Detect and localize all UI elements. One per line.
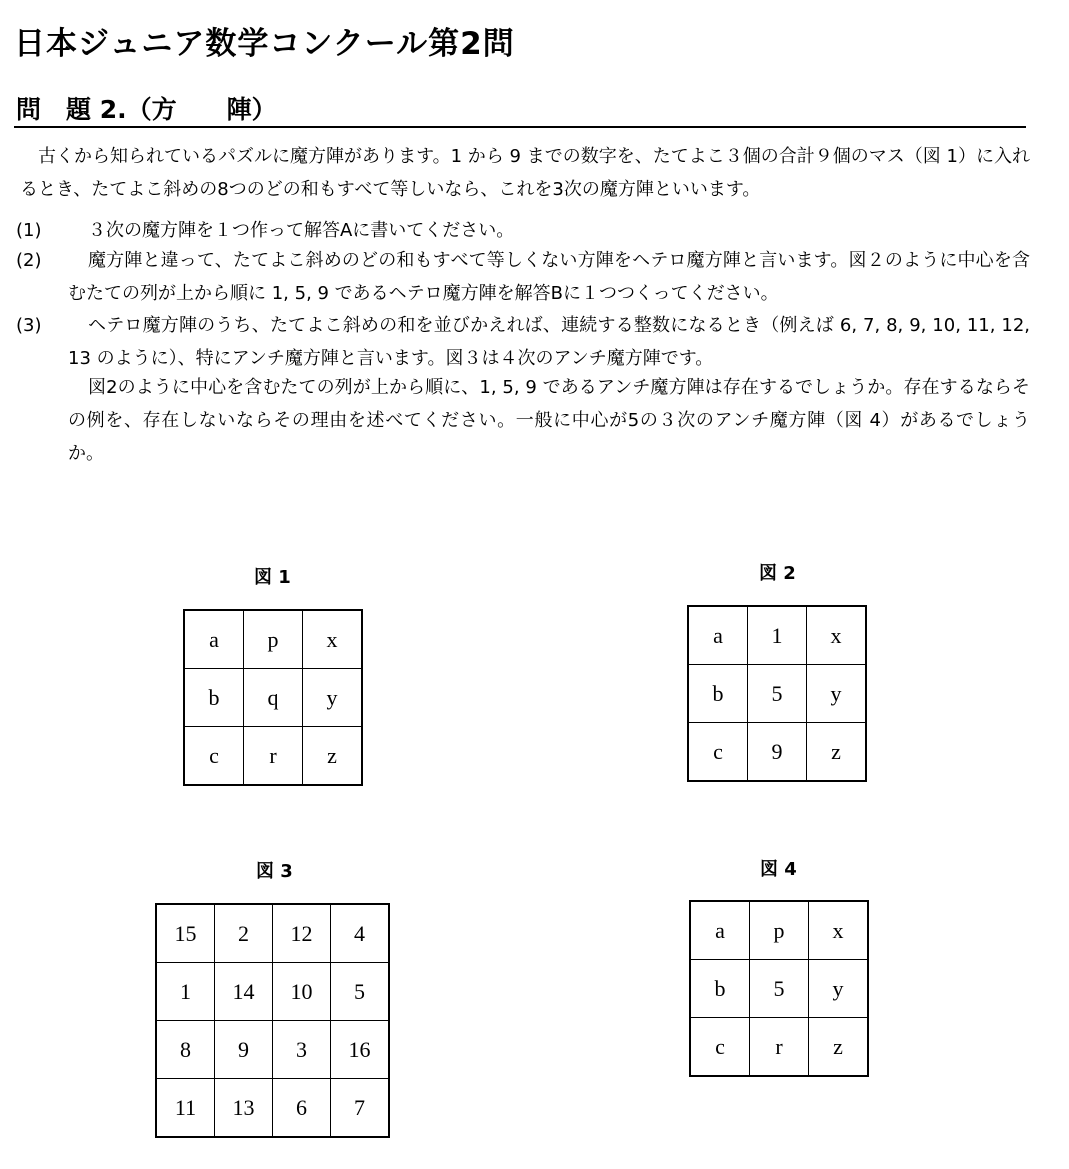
figure-3-grid: [155, 903, 390, 1138]
grid-cell: 11: [156, 1079, 215, 1138]
grid-cell: r: [244, 727, 303, 786]
item-3-text: ヘテロ魔方陣のうち、たてよこ斜めの和を並びかえれば、連続する整数になるとき（例えば 6, 7, 8, 9, 10, 11, 12, 13 のように）、特にアンチ魔方陣と言います。図３は４次のアンチ魔方陣です。: [68, 315, 1030, 369]
grid-cell: r: [750, 1018, 809, 1077]
grid-cell: q: [244, 669, 303, 727]
grid-cell: 16: [331, 1021, 390, 1079]
problem-heading: 問 題 2.（方 陣）: [16, 95, 277, 124]
grid-cell: 7: [331, 1079, 390, 1138]
grid-cell: z: [303, 727, 363, 786]
item-1-number: (1): [16, 220, 42, 241]
item-1-text: ３次の魔方陣を１つ作って解答Aに書いてください。: [88, 220, 515, 241]
grid-cell: z: [807, 723, 867, 782]
figure-1-caption: 図 1: [254, 567, 291, 588]
grid-cell: 1: [748, 606, 807, 665]
figure-4-grid: [689, 900, 869, 1077]
grid-cell: x: [807, 606, 867, 665]
grid-cell: 13: [215, 1079, 273, 1138]
grid-cell: b: [690, 960, 750, 1018]
figure-2-grid: [687, 605, 867, 782]
grid-cell: 10: [273, 963, 331, 1021]
grid-cell: c: [184, 727, 244, 786]
item-3-text-continued: 図2のように中心を含むたての列が上から順に、1, 5, 9 であるアンチ魔方陣は存在するでしょうか。存在するならその例を、存在しないならその理由を述べてください。一般に中心が5の３次のアンチ魔方陣（図 4）があるでしょうか。: [68, 377, 1030, 464]
grid-cell: b: [184, 669, 244, 727]
item-2-text: 魔方陣と違って、たてよこ斜めのどの和もすべて等しくない方陣をヘテロ魔方陣と言います。図２のように中心を含むたての列が上から順に 1, 5, 9 であるヘテロ魔方陣を解答Bに１つつくってください。: [68, 250, 1030, 304]
grid-cell: p: [750, 901, 809, 960]
grid-cell: 9: [215, 1021, 273, 1079]
grid-cell: 12: [273, 904, 331, 963]
grid-cell: 9: [748, 723, 807, 782]
grid-cell: 5: [331, 963, 390, 1021]
item-3-number: (3): [16, 315, 42, 336]
grid-cell: y: [807, 665, 867, 723]
grid-cell: p: [244, 610, 303, 669]
grid-cell: c: [688, 723, 748, 782]
grid-cell: a: [688, 606, 748, 665]
grid-cell: b: [688, 665, 748, 723]
grid-cell: x: [809, 901, 869, 960]
grid-cell: 8: [156, 1021, 215, 1079]
grid-cell: 15: [156, 904, 215, 963]
grid-cell: y: [303, 669, 363, 727]
grid-cell: 6: [273, 1079, 331, 1138]
intro-paragraph: 古くから知られているパズルに魔方陣があります。1 から 9 までの数字を、たてよこ３個の合計９個のマス（図 1）に入れるとき、たてよこ斜めの8つのどの和もすべて等しいなら、これを3次の魔方陣といいます。: [20, 146, 1030, 200]
grid-cell: y: [809, 960, 869, 1018]
document-title: 日本ジュニア数学コンクール第2問: [14, 26, 515, 62]
grid-cell: 4: [331, 904, 390, 963]
heading-divider: [14, 126, 1026, 128]
grid-cell: 3: [273, 1021, 331, 1079]
figure-3-caption: 図 3: [256, 861, 293, 882]
figure-4-caption: 図 4: [760, 859, 797, 880]
grid-cell: 14: [215, 963, 273, 1021]
grid-cell: x: [303, 610, 363, 669]
grid-cell: 1: [156, 963, 215, 1021]
figure-1-grid: [183, 609, 363, 786]
grid-cell: 5: [748, 665, 807, 723]
grid-cell: z: [809, 1018, 869, 1077]
grid-cell: 2: [215, 904, 273, 963]
item-2-number: (2): [16, 250, 42, 271]
grid-cell: c: [690, 1018, 750, 1077]
grid-cell: a: [184, 610, 244, 669]
grid-cell: 5: [750, 960, 809, 1018]
figure-2-caption: 図 2: [759, 563, 796, 584]
grid-cell: a: [690, 901, 750, 960]
